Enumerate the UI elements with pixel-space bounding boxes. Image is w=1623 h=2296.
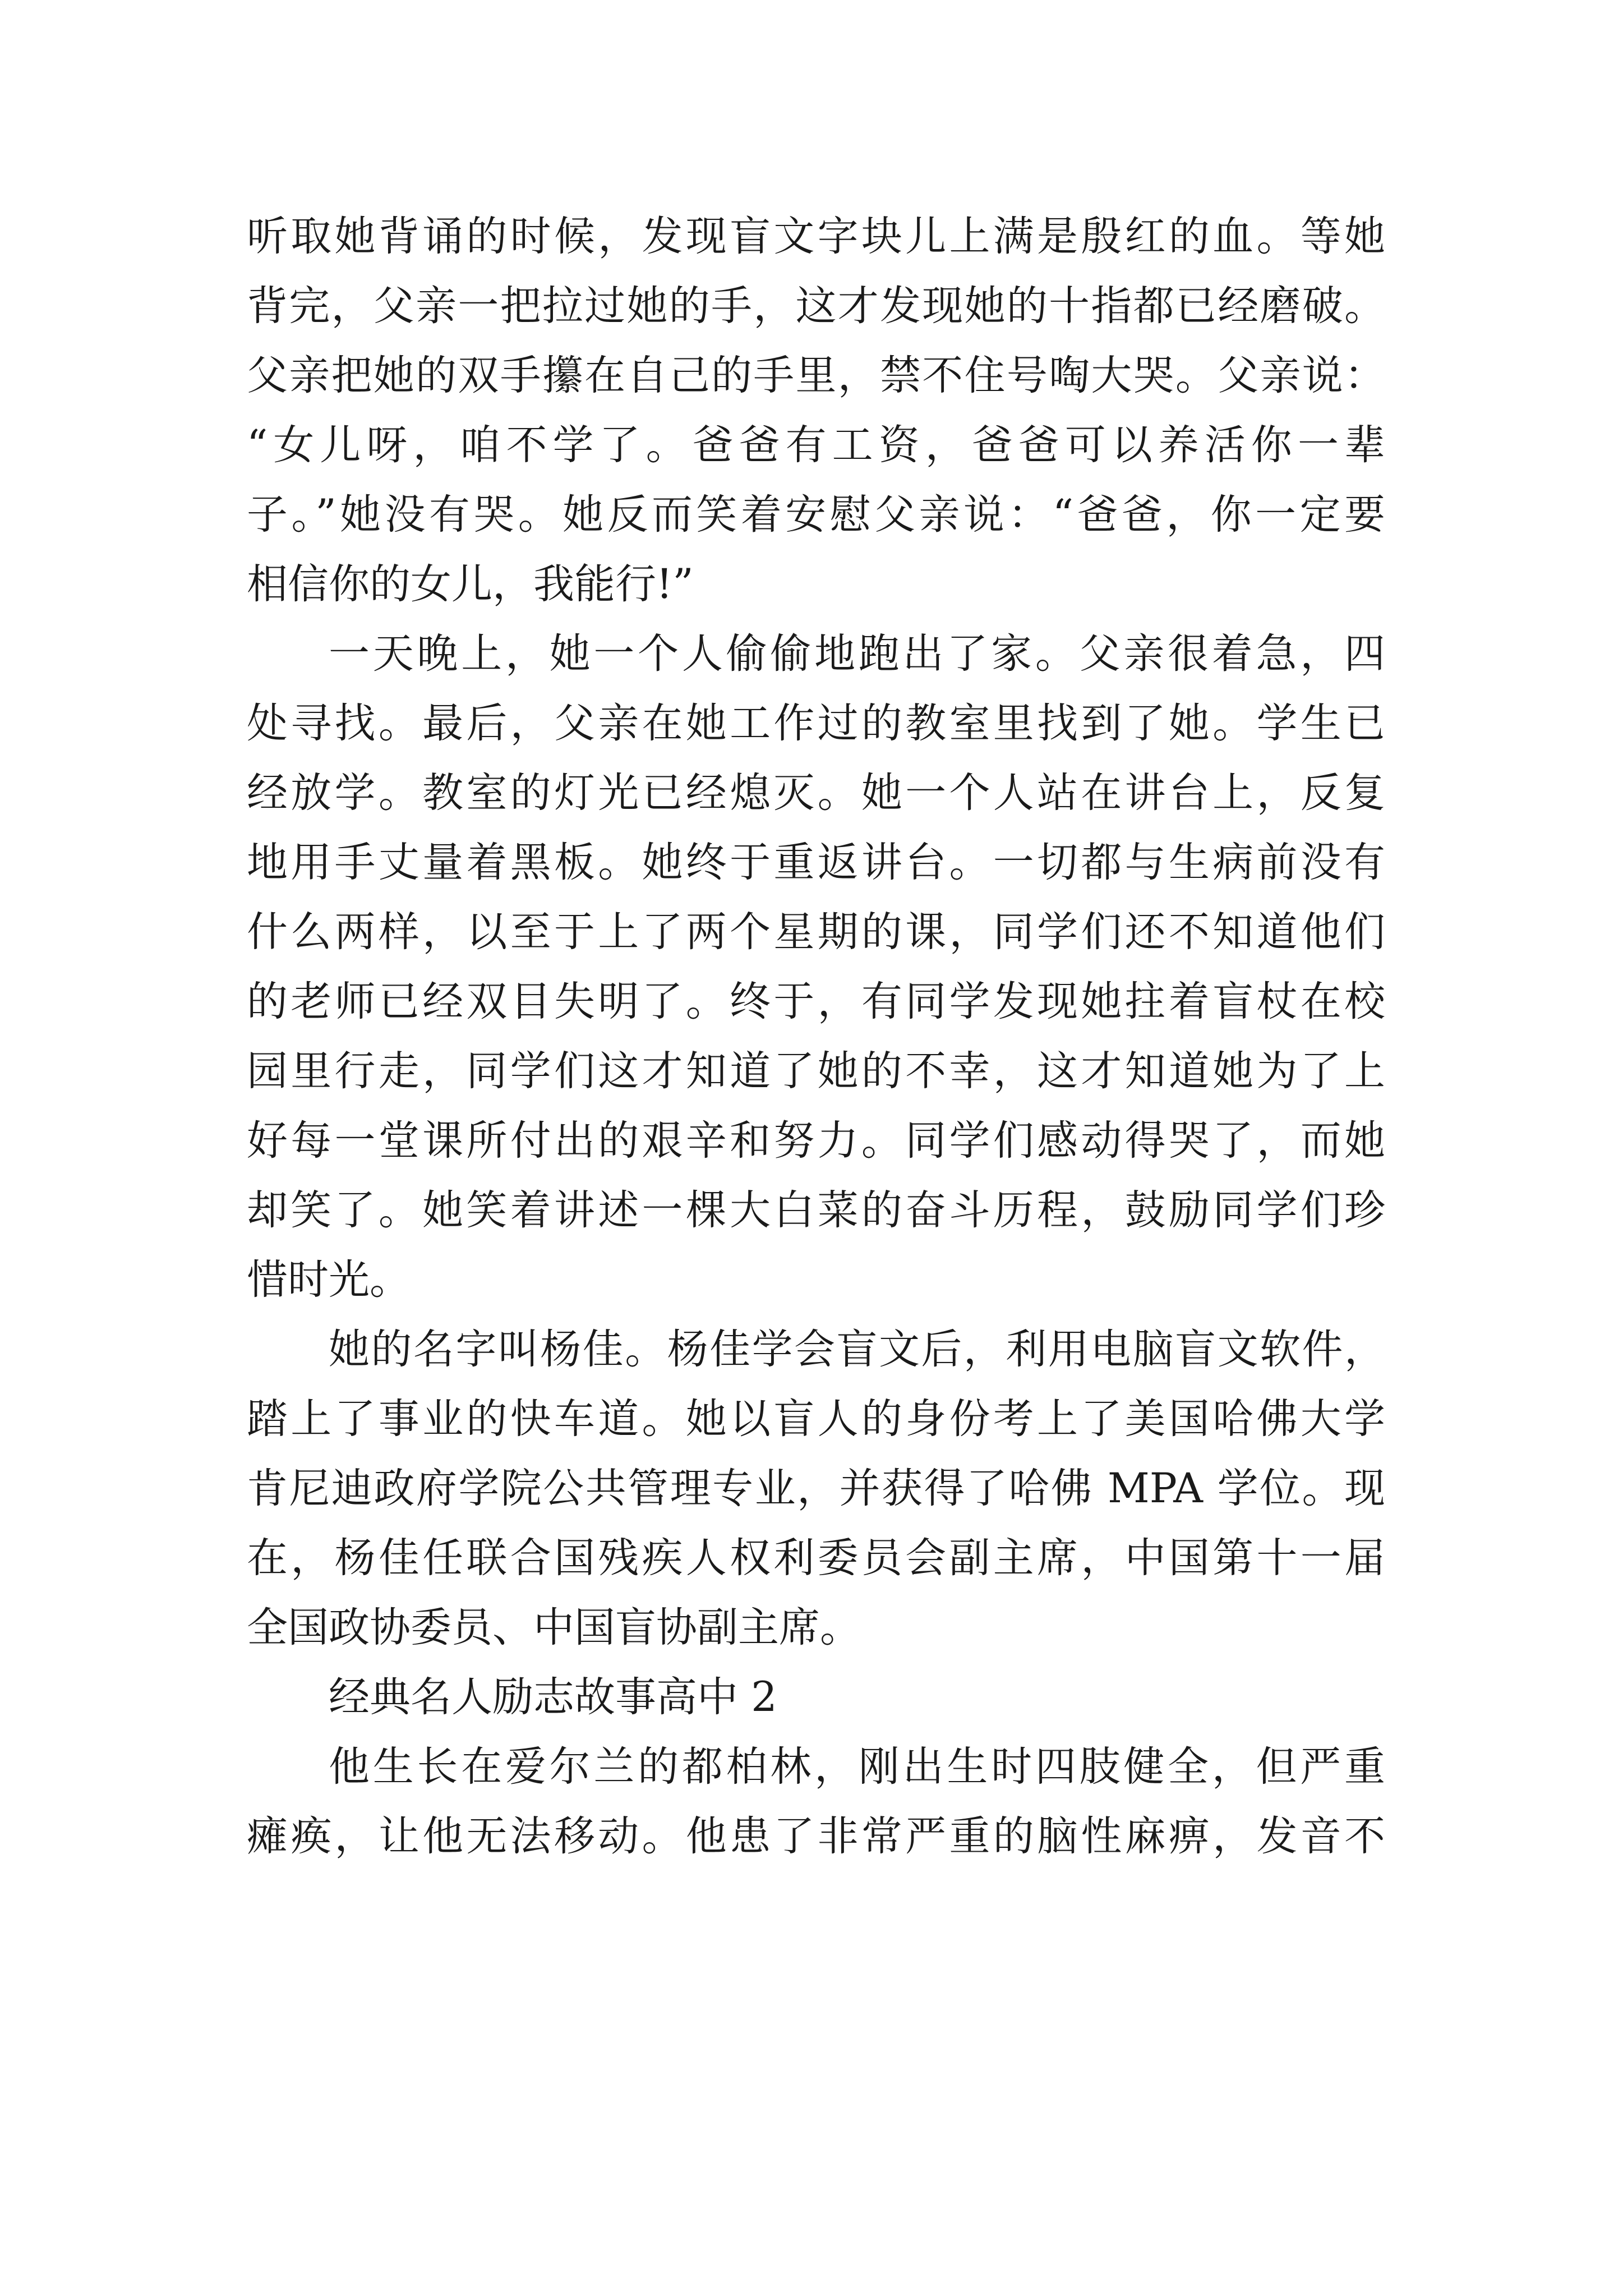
text-line: 她的名字叫杨佳。杨佳学会盲文后，利用电脑盲文软件， [329,1326,1385,1373]
text-line: 踏上了事业的快车道。她以盲人的身份考上了美国哈佛大学 [247,1395,1385,1443]
text-line: 一天晚上，她一个人偷偷地跑出了家。父亲很着急，四 [329,630,1385,678]
text-line: 在，杨佳任联合国残疾人权利委员会副主席，中国第十一届 [247,1534,1385,1582]
text-line: 他生长在爱尔兰的都柏林，刚出生时四肢健全，但严重 [329,1743,1385,1791]
text-line: 好每一堂课所付出的艰辛和努力。同学们感动得哭了，而她 [247,1117,1385,1165]
text-line: 相信你的女儿，我能行!” [247,560,694,608]
text-line: 父亲把她的双手攥在自己的手里，禁不住号啕大哭。父亲说： [247,352,1385,399]
text-line: 地用手丈量着黑板。她终于重返讲台。一切都与生病前没有 [247,839,1385,886]
text-line: 的老师已经双目失明了。终于，有同学发现她拄着盲杖在校 [247,978,1385,1025]
text-line: 全国政协委员、中国盲协副主席。 [247,1604,861,1651]
text-line: 却笑了。她笑着讲述一棵大白菜的奋斗历程，鼓励同学们珍 [247,1186,1385,1234]
section-heading: 经典名人励志故事高中 2 [329,1673,777,1721]
text-line: 什么两样，以至于上了两个星期的课，同学们还不知道他们 [247,908,1385,956]
text-line: 肯尼迪政府学院公共管理专业，并获得了哈佛 MPA 学位。现 [247,1465,1385,1512]
text-line: 子。”她没有哭。她反而笑着安慰父亲说：“爸爸，你一定要 [247,491,1385,539]
document-body [247,202,1385,1871]
text-line: 惜时光。 [247,1256,411,1304]
text-line: 瘫痪，让他无法移动。他患了非常严重的脑性麻痹，发音不 [247,1812,1385,1860]
text-line: 听取她背诵的时候，发现盲文字块儿上满是殷红的血。等她 [247,213,1385,260]
text-line: 经放学。教室的灯光已经熄灭。她一个人站在讲台上，反复 [247,769,1385,817]
text-line: 园里行走，同学们这才知道了她的不幸，这才知道她为了上 [247,1047,1385,1095]
text-line: “女儿呀，咱不学了。爸爸有工资，爸爸可以养活你一辈 [247,421,1385,469]
text-line: 处寻找。最后，父亲在她工作过的教室里找到了她。学生已 [247,700,1385,747]
text-line: 背完，父亲一把拉过她的手，这才发现她的十指都已经磨破。 [247,282,1385,330]
